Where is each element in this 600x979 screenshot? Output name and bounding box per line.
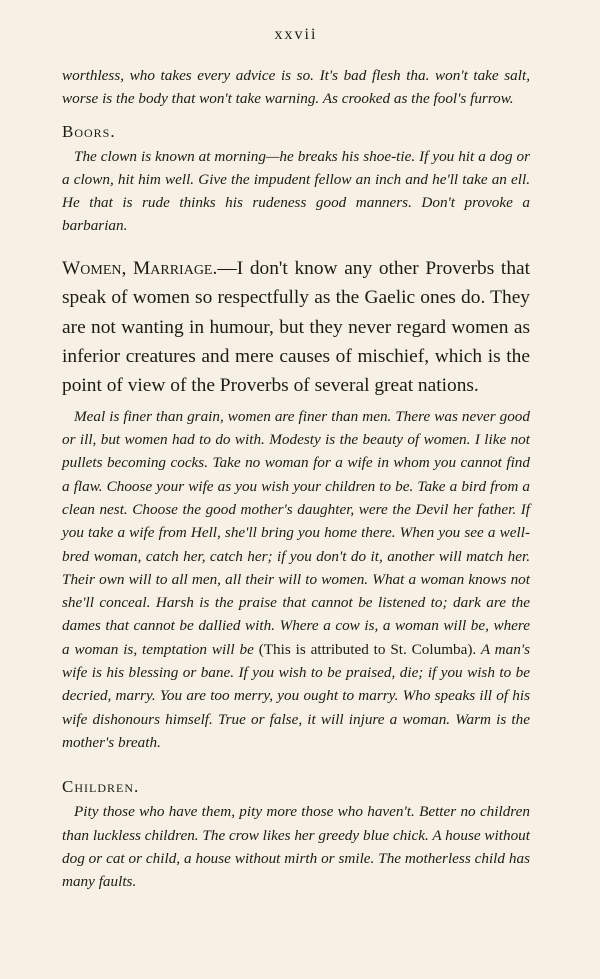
women-marriage-proverbs: [62, 405, 530, 754]
women-marriage-intro-paragraph: [62, 254, 530, 401]
women-marriage-intro-text: —I don't know any other Proverbs that speak of women so respectfully as the Gaelic ones do. They are not wanting in humour, but they never regard women as inferior creatures and mere causes of mischief, which is the point of view of the Proverbs of several great nations.: [62, 257, 531, 397]
section-heading-children: Children.: [62, 777, 140, 797]
children-proverbs: Pity those who have them, pity more those who haven't. Better no children than luckless children. The crow likes her greedy blue chick. A house without dog or cat or child, a house without mirth or smile. The motherless child has many faults.: [62, 803, 530, 891]
continuation-paragraph: worthless, who takes every advice is so. It's bad flesh tha. won't take salt, worse is the body that won't take warning. As crooked as the fool's furrow.: [62, 67, 530, 108]
columba-attribution-note: (This is attributed to St. Columba).: [258, 640, 477, 658]
women-proverbs-part-1: Meal is finer than grain, women are finer than men. There was never good or ill, but women had to do with. Modesty is the beauty of women. I like not pullets becoming cocks. Take no woman for a wife in whom you cannot find a flaw. Choose your wife as you wish your children to be. Take a bird from a clean nest. Choose the good mother's daughter, were the Devil her father. If you take a wife from Hell, she'll bring you home there. When you see a well-bred woman, catch her, catch her; if you don't do it, another will match her. Their own will to all men, all their will to women. What a woman knows not she'll conceal. Harsh is the praise that cannot be listened to; dark are the dames that cannot be dallied with. Where a cow is, a woman will be, where a woman is, temptation will be: [62, 407, 530, 658]
boors-proverbs: The clown is known at morning—he breaks his shoe-tie. If you hit a dog or a clown, hit him well. Give the impudent fellow an inch and he'll take an ell. He that is rude thinks his rudeness good manners. Don't provoke a barbarian.: [62, 147, 530, 235]
section-heading-boors: Boors.: [62, 121, 116, 141]
section-heading-women-marriage: Women, Marriage.: [62, 257, 218, 279]
page-number: xxvii: [274, 26, 318, 43]
women-proverbs-part-2: A man's wife is his blessing or bane. If you wish to be praised, die; if you wish to be decried, marry. You are too merry, you ought to marry. Who speaks ill of his wife dishonours himself. True or false, it will injure a woman. Warm is the mother's breath.: [62, 640, 530, 751]
